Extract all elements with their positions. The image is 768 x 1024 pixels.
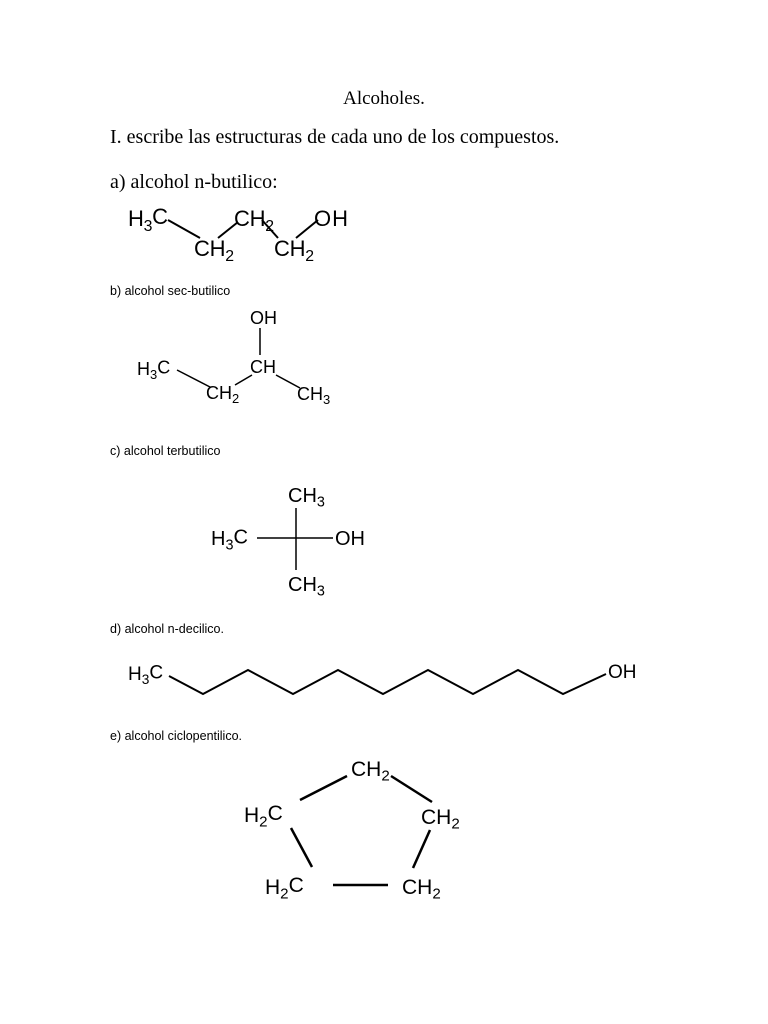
bond-line	[177, 370, 210, 387]
ch3-group: $CH_3$	[288, 574, 325, 600]
compound-a-label: a) alcohol n-butilico:	[110, 171, 278, 193]
carbon-chain-zigzag	[169, 670, 606, 694]
bond-line	[168, 220, 200, 238]
document-title: Alcoholes.	[343, 88, 425, 109]
tert-butanol-structure	[205, 478, 380, 603]
h3c-group: $H_3C$	[128, 662, 164, 688]
bond-line	[413, 830, 430, 868]
sec-butanol-structure	[130, 305, 350, 410]
cyclopentanol-structure	[235, 750, 495, 910]
n-butanol-structure	[120, 198, 360, 273]
oh-group: OH	[314, 206, 348, 231]
ch2-group: $CH_2$	[274, 236, 314, 265]
h3c-group: $H_3C$	[128, 204, 168, 235]
h3c-group: $H_3C$	[211, 526, 248, 554]
bond-line	[276, 375, 300, 388]
oh-group: OH	[608, 662, 637, 683]
oh-group: OH	[335, 528, 365, 550]
ch2-group: $CH_2$	[194, 236, 234, 265]
bond-line	[291, 828, 312, 867]
ch2-group: $CH_2$	[402, 876, 441, 903]
n-decanol-structure	[120, 652, 650, 702]
bond-line	[300, 776, 347, 800]
compound-d-label: d) alcohol n-decilico.	[110, 622, 224, 636]
bond-line	[235, 375, 252, 385]
h2c-group: $H_2C$	[244, 802, 283, 831]
ch-group: CH	[250, 357, 276, 377]
oh-group: OH	[250, 308, 277, 328]
compound-b-label: b) alcohol sec-butilico	[110, 284, 231, 298]
h3c-group: $H_3C$	[137, 357, 171, 382]
bond-line	[391, 776, 432, 802]
ch2-group: $CH_2$	[351, 758, 390, 785]
compound-c-label: c) alcohol terbutilico	[110, 444, 221, 458]
ch2-group: $CH_2$	[421, 806, 460, 833]
ch3-group: $CH_3$	[297, 384, 331, 407]
ch3-group: $CH_3$	[288, 485, 325, 511]
compound-e-label: e) alcohol ciclopentilico.	[110, 729, 243, 743]
ch2-group: $CH_2$	[234, 206, 274, 235]
h2c-group: $H_2C$	[265, 874, 304, 903]
ch2-group: $CH_2$	[206, 383, 240, 406]
instruction-text: I. escribe las estructuras de cada uno de los compuestos.	[110, 126, 560, 148]
